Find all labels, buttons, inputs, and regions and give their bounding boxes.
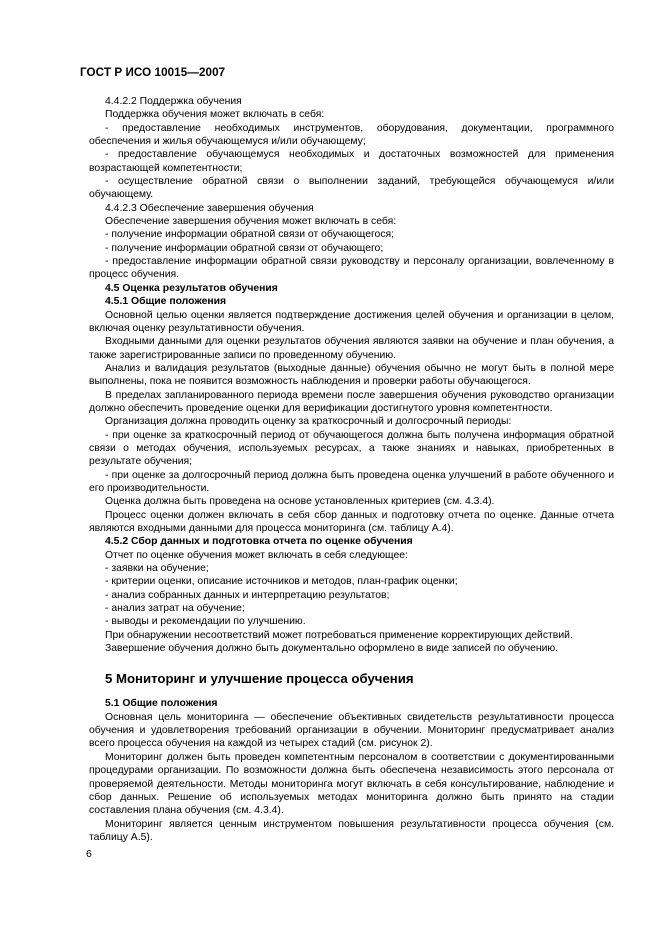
paragraph: Обеспечение завершения обучения может включать в себя:	[105, 216, 397, 228]
section-heading: 4.5 Оценка результатов обучения	[105, 282, 278, 294]
subsection-heading: 4.4.2.3 Обеспечение завершения обучения	[105, 202, 314, 214]
paragraph: Мониторинг должен быть проведен компетентным персоналом в соответствии с документированными процедурами организации. По возможности должна быть обеспечена независимость этого персонала от проверяемой деятельности. Методы мониторинга могут включать в себя консультирование, наблюдение и сбор данных. Решение об используемых методах мониторинга должно быть принято на стадии составления плана обучения (см. 4.3.4).	[89, 751, 614, 817]
list-item: - анализ собранных данных и интерпретацию результатов;	[105, 589, 390, 601]
paragraph: Мониторинг является ценным инструментом повышения результативности процесса обучения (см. таблицу А.5).	[89, 818, 614, 843]
paragraph: Основная цель мониторинга — обеспечение объективных свидетельств результативности процесса обучения и удовлетворения требований организации в обучении. Мониторинг предусматривает анализ всего процесса обучения на каждой из четырех стадий (см. рисунок 2).	[89, 711, 614, 750]
list-item: - критерии оценки, описание источников и методов, план-график оценки;	[105, 576, 458, 588]
paragraph: Основной целью оценки является подтверждение достижения целей обучения и организации в целом, включая оценку результативности обучения.	[89, 309, 614, 334]
list-item: - получение информации обратной связи от обучающегося;	[105, 229, 395, 241]
list-item: - при оценке за долгосрочный период должна быть проведена оценка улучшений в работе обученного и его производительности.	[89, 469, 614, 494]
list-item: - предоставление обучающемуся необходимых и достаточных возможностей для применения возрастающей компетентности;	[89, 149, 614, 174]
document-header: ГОСТ Р ИСО 10015—2007	[80, 66, 226, 79]
paragraph: В пределах запланированного периода времени после завершения обучения руководство организации должно обеспечить проведение оценки для верификации достигнутого уровня компетентности.	[89, 389, 614, 414]
paragraph: Оценка должна быть проведена на основе установленных критериев (см. 4.3.4).	[105, 496, 495, 508]
list-item: - заявки на обучение;	[105, 563, 209, 575]
section-heading: 4.5.1 Общие положения	[105, 296, 227, 308]
document-body	[89, 95, 614, 844]
paragraph: Отчет по оценке обучения может включать в себя следующее:	[105, 549, 408, 561]
paragraph: Процесс оценки должен включать в себя сбор данных и подготовку отчета по оценке. Данные отчета являются входными данными для процесса мониторинга (см. таблицу А.4).	[89, 509, 614, 534]
list-item: - выводы и рекомендации по улучшению.	[105, 616, 306, 628]
paragraph: Анализ и валидация результатов (выходные данные) обучения обычно не могут быть в полной мере выполнены, пока не появится возможность наблюдения и проверки работы обучающегося.	[89, 362, 614, 388]
section-heading: 4.5.2 Сбор данных и подготовка отчета по оценке обучения	[105, 536, 413, 548]
paragraph: Завершение обучения должно быть документально оформлено в виде записей по обучению.	[105, 643, 559, 655]
list-item: - предоставление информации обратной связи руководству и персоналу организации, вовлеченному в процесс обучения.	[89, 256, 614, 281]
list-item: - предоставление необходимых инструментов, оборудования, документации, программного обеспечения и жилья обучающемуся и/или обучающему;	[89, 122, 614, 148]
paragraph: Организация должна проводить оценку за краткосрочный и долгосрочный периоды:	[105, 416, 512, 428]
paragraph: При обнаружении несоответствий может потребоваться применение корректирующих действий.	[105, 629, 573, 641]
chapter-heading: 5 Мониторинг и улучшение процесса обучения	[105, 671, 414, 687]
list-item: - получение информации обратной связи от обучающего;	[105, 242, 384, 254]
list-item: - осуществление обратной связи о выполнении заданий, требующейся обучающемуся и/или обучающему.	[89, 176, 614, 201]
paragraph: Входными данными для оценки результатов обучения являются заявки на обучение и план обучения, а также зарегистрированные записи по проведенному обучению.	[89, 336, 614, 361]
page-number: 6	[86, 849, 92, 860]
subsection-heading: 4.4.2.2 Поддержка обучения	[105, 96, 242, 107]
paragraph: Поддержка обучения может включать в себя:	[105, 109, 325, 121]
list-item: - анализ затрат на обучение;	[105, 603, 245, 615]
list-item: - при оценке за краткосрочный период от обучающегося должна быть получена информация обратной связи о методах обучения, используемых ресурсах, а также знаниях и навыках, приобретенных в результате обучения;	[89, 429, 614, 468]
section-heading: 5.1 Общие положения	[105, 698, 218, 710]
